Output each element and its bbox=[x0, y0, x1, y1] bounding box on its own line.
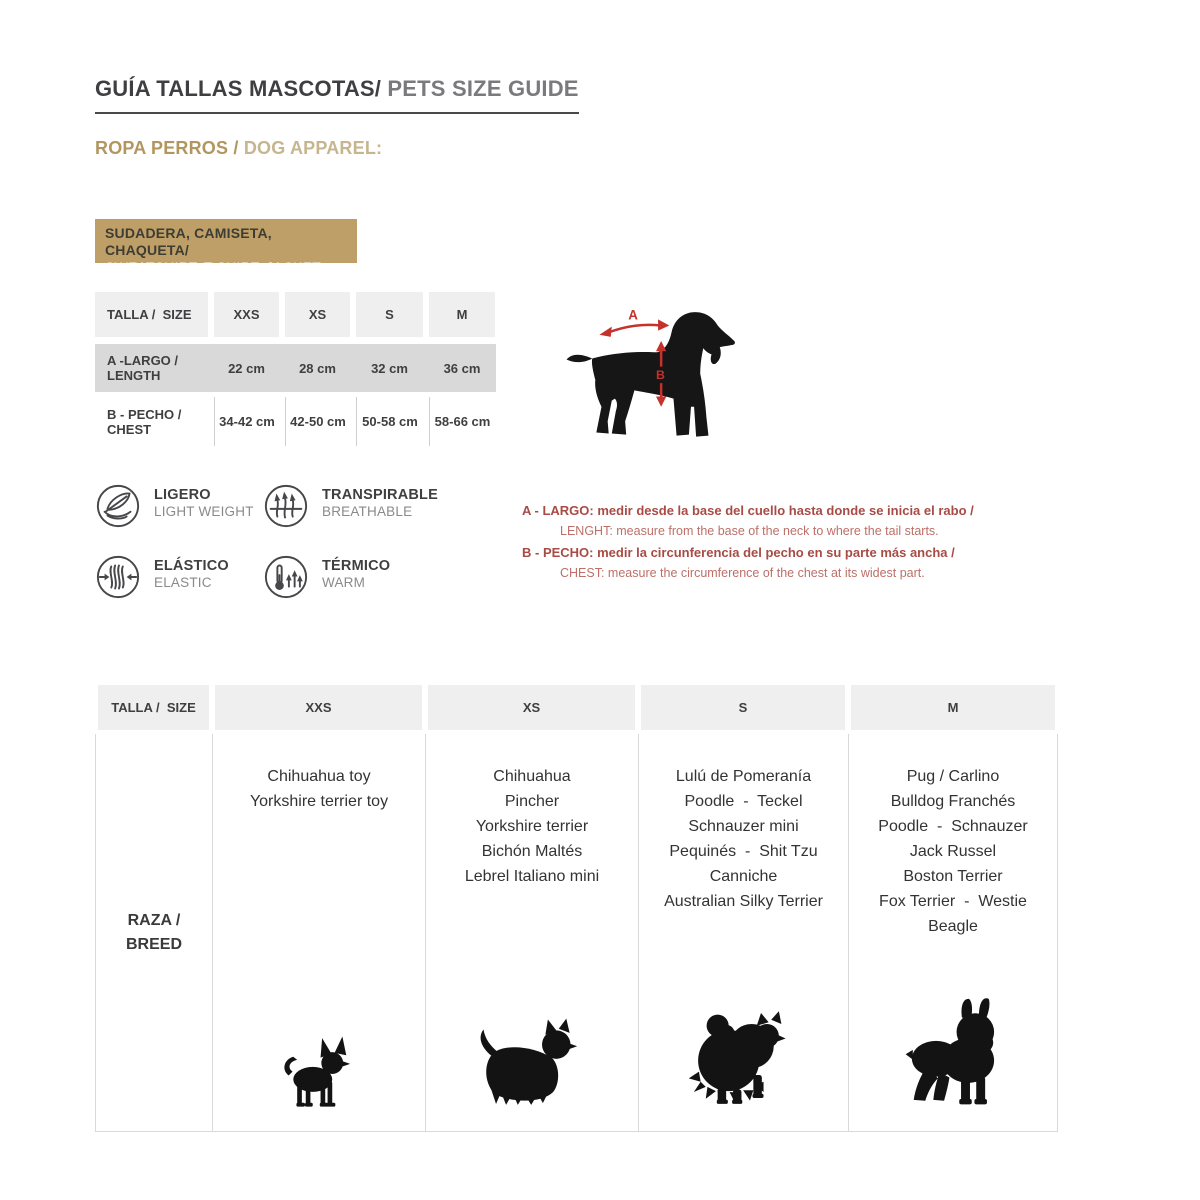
measuring-diagram bbox=[558, 306, 754, 455]
breed-item: Lebrel Italiano mini bbox=[464, 868, 600, 885]
breed-item: Australian Silky Terrier bbox=[664, 893, 823, 910]
size-table-length-row bbox=[95, 344, 496, 392]
length-row-label: A -LARGO / LENGTH bbox=[107, 353, 179, 383]
chihuahua-silhouette bbox=[276, 1035, 362, 1109]
size-table-header bbox=[95, 292, 496, 337]
breed-item: Poodle - Schnauzer bbox=[878, 818, 1028, 835]
yorkshire-terrier-silhouette bbox=[469, 1017, 595, 1109]
breed-table-body bbox=[95, 734, 1058, 1132]
subtitle-es: ROPA PERROS / bbox=[95, 138, 244, 158]
breed-row-label-cell bbox=[95, 734, 212, 1131]
breathable-arrows-icon bbox=[263, 483, 309, 529]
chest-xs: 42-50 cm bbox=[285, 397, 350, 446]
category-es: SUDADERA, CAMISETA, CHAQUETA/ bbox=[105, 225, 272, 258]
size-table-header-s: S bbox=[356, 292, 423, 337]
note-b-es: B - PECHO: medir la circunferencia del pecho en su parte más ancha / bbox=[522, 545, 955, 560]
length-arrow bbox=[599, 307, 669, 336]
category-box bbox=[95, 219, 357, 275]
arrow-a-label: A bbox=[628, 307, 638, 323]
labrador-silhouette bbox=[558, 306, 754, 450]
size-table-header-xxs: XXS bbox=[214, 292, 279, 337]
chest-arrow bbox=[656, 341, 666, 407]
arrow-b-label: B bbox=[656, 368, 665, 383]
breed-item: Canniche bbox=[709, 868, 778, 885]
feature-es: TÉRMICO bbox=[322, 558, 391, 574]
note-a-en: LENGHT: measure from the base of the neck to where the tail starts. bbox=[560, 524, 939, 538]
category-en: SWEATSHIRT, T-SHIRT, JACKET bbox=[105, 259, 321, 275]
breed-item: Beagle bbox=[928, 918, 978, 935]
features-list bbox=[95, 483, 440, 600]
feather-hand-icon bbox=[95, 483, 141, 529]
feature-es: TRANSPIRABLE bbox=[322, 487, 438, 503]
french-bulldog-silhouette bbox=[886, 996, 1020, 1109]
feature-en: BREATHABLE bbox=[322, 504, 413, 519]
size-table-chest-row bbox=[95, 397, 496, 446]
measuring-notes bbox=[522, 500, 1002, 584]
feature-breathable bbox=[263, 483, 438, 529]
breed-item: Jack Russel bbox=[909, 843, 997, 860]
page-title-en: PETS SIZE GUIDE bbox=[381, 76, 579, 101]
breed-item: Pequinés - Shit Tzu bbox=[669, 843, 818, 860]
raza-line2: BREED bbox=[125, 935, 182, 953]
page-title-es: GUÍA TALLAS MASCOTAS/ bbox=[95, 76, 382, 101]
breed-col-xxs bbox=[212, 734, 425, 1131]
section-subtitle bbox=[95, 138, 382, 159]
breed-table-header-s: S bbox=[641, 685, 845, 730]
breed-col-s bbox=[638, 734, 848, 1131]
breed-item: Yorkshire terrier toy bbox=[249, 793, 389, 810]
feature-warm bbox=[263, 554, 431, 600]
size-table bbox=[95, 292, 496, 446]
thermometer-icon bbox=[263, 554, 309, 600]
breed-table-header-label: TALLA / SIZE bbox=[98, 685, 209, 730]
breed-item: Pug / Carlino bbox=[906, 768, 1000, 785]
breed-item: Yorkshire terrier bbox=[475, 818, 589, 835]
note-a-es: A - LARGO: medir desde la base del cuello hasta donde se inicia el rabo / bbox=[522, 503, 974, 518]
feature-es: ELÁSTICO bbox=[154, 558, 229, 574]
feature-en: ELASTIC bbox=[154, 575, 212, 590]
chest-row-label: B - PECHO / CHEST bbox=[95, 397, 208, 446]
feature-en: LIGHT WEIGHT bbox=[154, 504, 254, 519]
breed-table-header-m: M bbox=[851, 685, 1055, 730]
length-xxs: 22 cm bbox=[228, 360, 265, 376]
elastic-arrows-icon bbox=[95, 554, 141, 600]
feature-elastic bbox=[95, 554, 263, 600]
breed-item: Poodle - Teckel bbox=[684, 793, 803, 810]
chest-xxs: 34-42 cm bbox=[214, 397, 279, 446]
feature-lightweight bbox=[95, 483, 263, 529]
breed-item: Chihuahua toy bbox=[267, 768, 371, 785]
length-s: 32 cm bbox=[371, 360, 408, 376]
length-m: 36 cm bbox=[443, 360, 481, 376]
chest-s: 50-58 cm bbox=[356, 397, 423, 446]
note-b-en: CHEST: measure the circumference of the chest at its widest part. bbox=[560, 566, 925, 580]
breed-item: Fox Terrier - Westie bbox=[879, 893, 1027, 910]
page-title bbox=[95, 76, 579, 114]
breed-item: Schnauzer mini bbox=[688, 818, 799, 835]
length-xs: 28 cm bbox=[299, 360, 336, 376]
breed-item: Boston Terrier bbox=[903, 868, 1003, 885]
size-table-header-label: TALLA / SIZE bbox=[95, 292, 208, 337]
size-table-header-xs: XS bbox=[285, 292, 350, 337]
breed-table-header-xs: XS bbox=[428, 685, 635, 730]
breed-item: Chihuahua bbox=[493, 768, 571, 785]
breed-item: Pincher bbox=[504, 793, 560, 810]
size-table-header-m: M bbox=[429, 292, 495, 337]
raza-line1: RAZA / bbox=[127, 911, 181, 929]
chest-m: 58-66 cm bbox=[429, 397, 495, 446]
breed-col-m bbox=[848, 734, 1058, 1131]
pomeranian-silhouette bbox=[680, 1007, 808, 1109]
breed-item: Bichón Maltés bbox=[481, 843, 583, 860]
feature-en: WARM bbox=[322, 575, 366, 590]
breed-item: Bulldog Franchés bbox=[890, 793, 1016, 810]
breed-table-header-xxs: XXS bbox=[215, 685, 422, 730]
breed-col-xs bbox=[425, 734, 638, 1131]
breed-table-header bbox=[95, 685, 1058, 730]
breed-item: Lulú de Pomeranía bbox=[675, 768, 812, 785]
feature-es: LIGERO bbox=[154, 487, 211, 503]
subtitle-en: DOG APPAREL: bbox=[243, 138, 383, 158]
